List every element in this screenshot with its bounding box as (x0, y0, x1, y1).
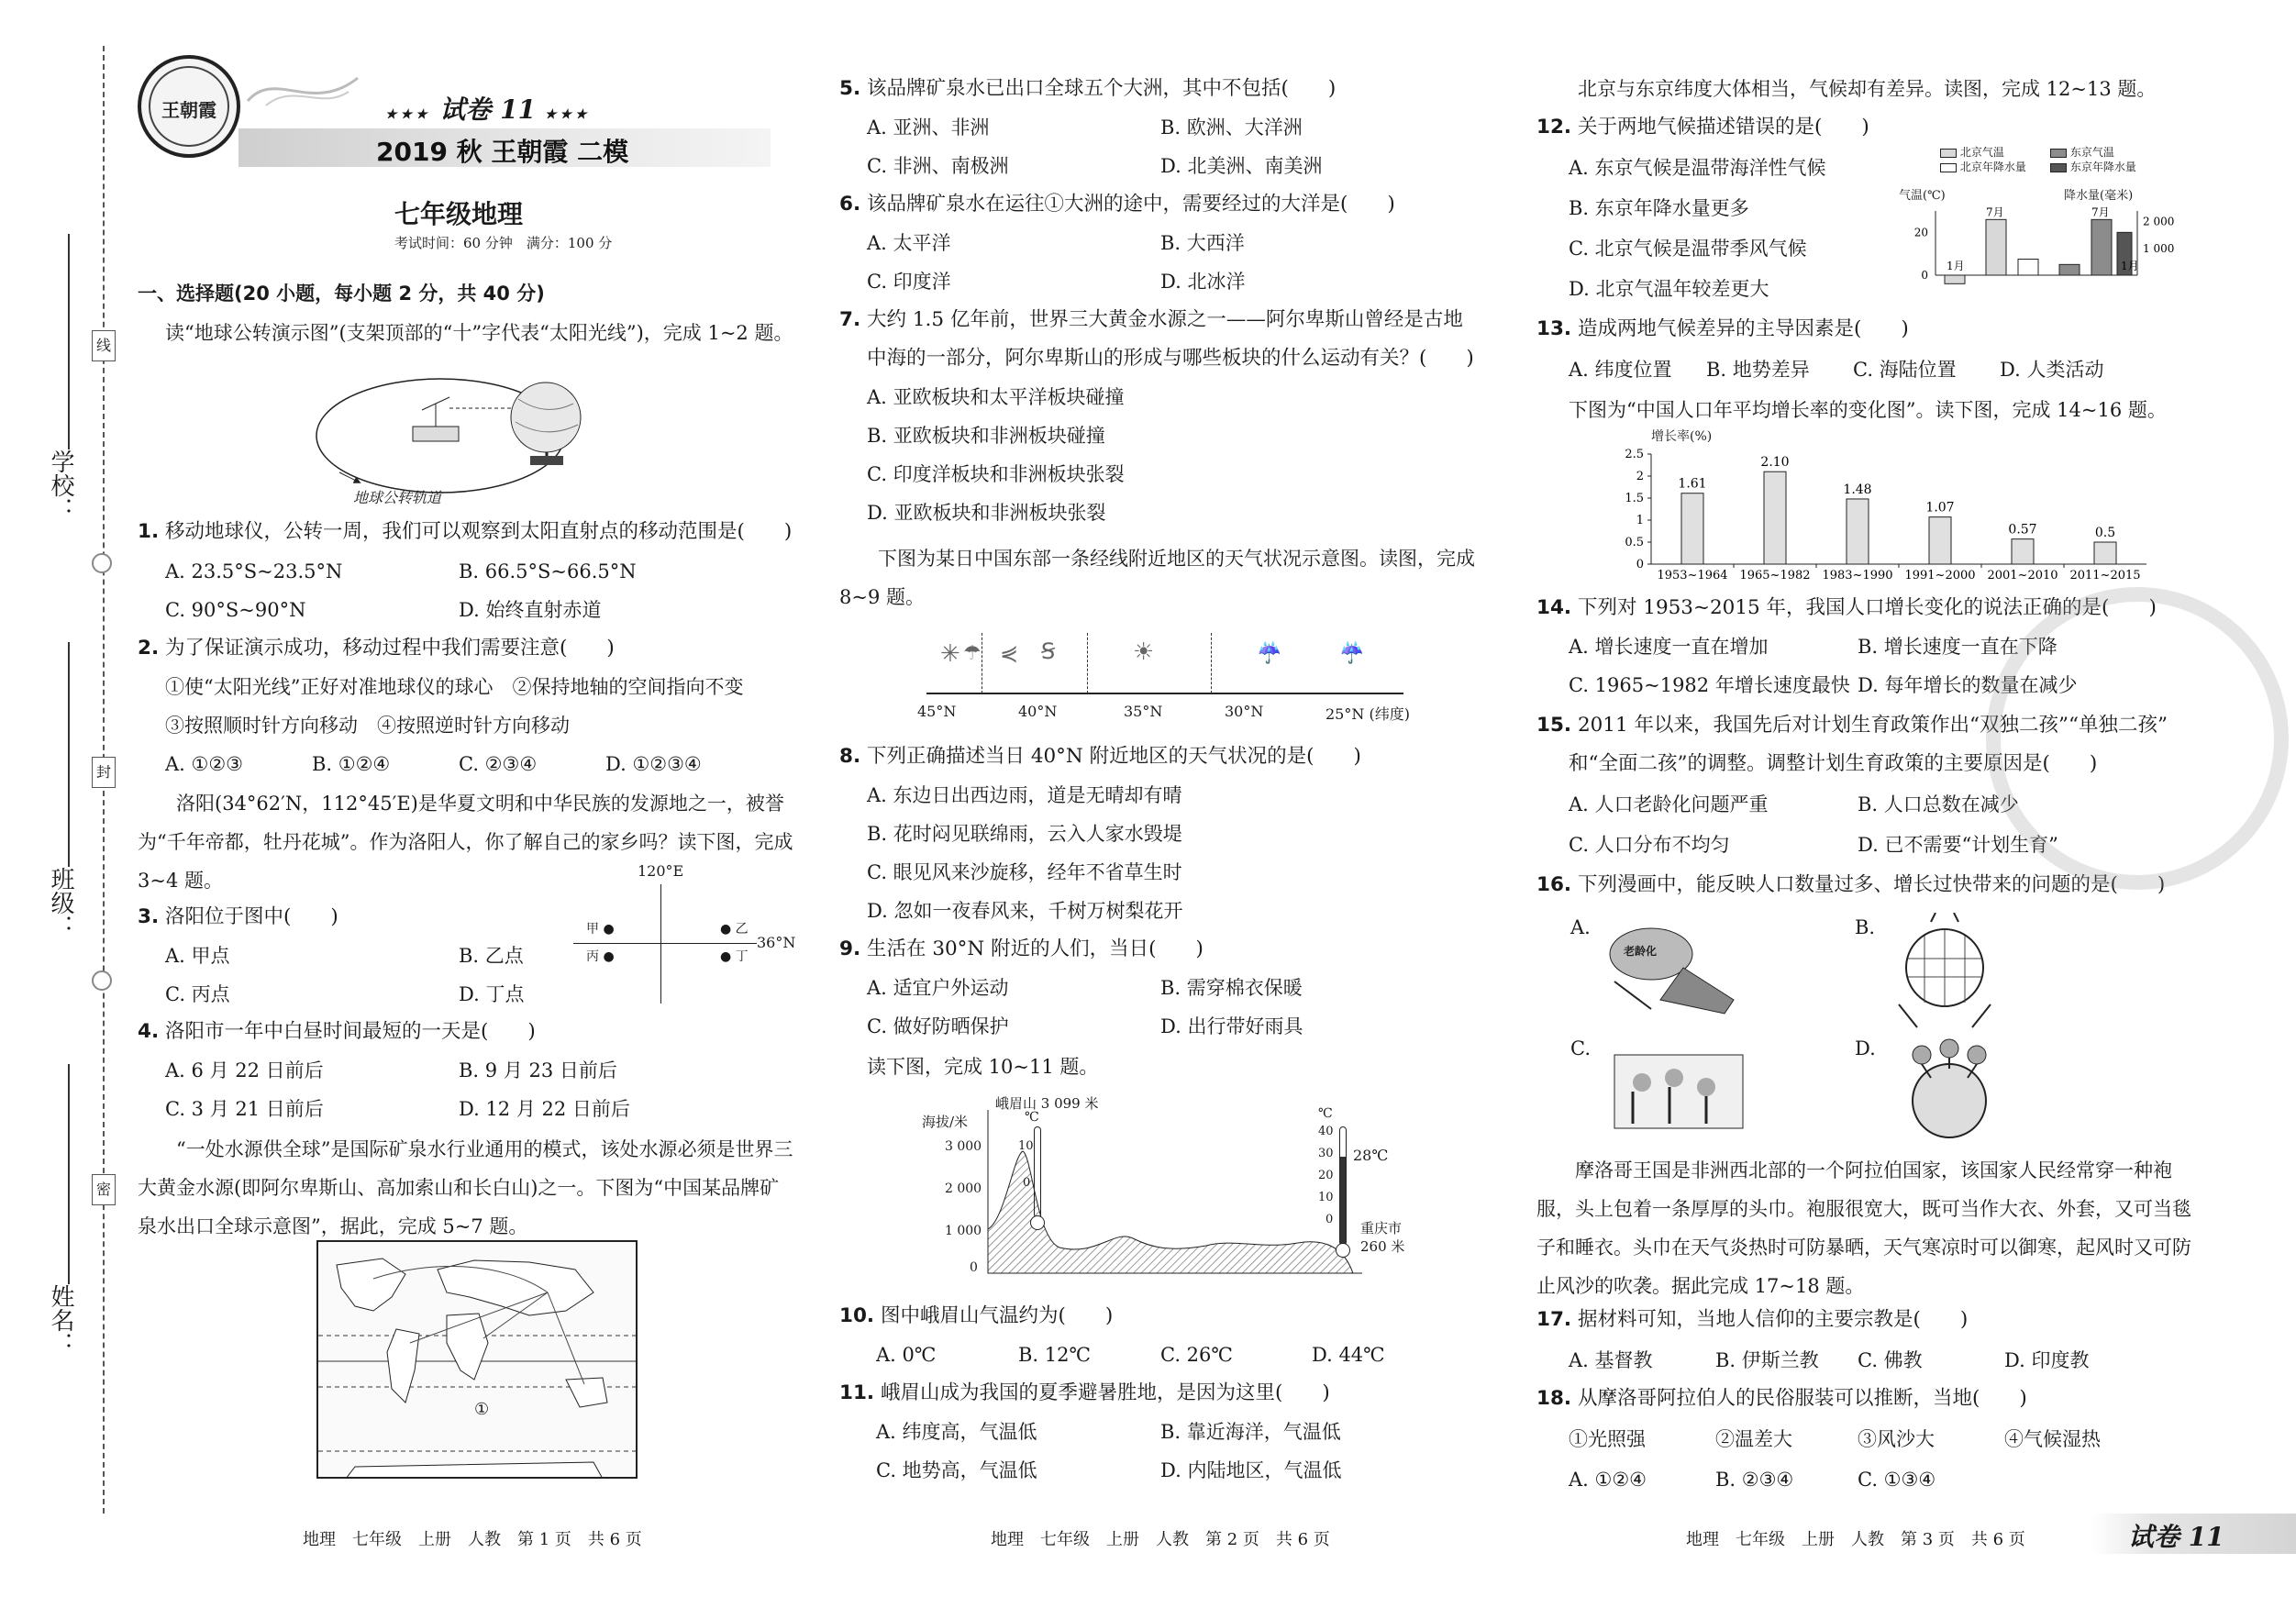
q9-option-a[interactable]: A. 适宜户外运动 (867, 977, 1009, 999)
q16-option-d-label[interactable]: D. (1855, 1037, 1876, 1059)
q18-option-c[interactable]: C. ①③④ (1858, 1469, 1936, 1491)
logo-text: 王朝霞 (161, 99, 216, 121)
q7-option-d[interactable]: D. 亚欧板块和非洲板块张裂 (867, 502, 1106, 524)
front-dash-2 (1087, 633, 1088, 693)
tick-25n: 25°N (纬度) (1325, 705, 1410, 723)
q8-text: 下列正确描述当日 40°N 附近地区的天气状况的是( ) (866, 745, 1361, 768)
climate-bar-tokyo-jul (2091, 219, 2112, 275)
footer-page-1: 地理 七年级 上册 人教 第 1 页 共 6 页 (303, 1530, 642, 1549)
q13-num: 13. (1536, 317, 1572, 340)
q2-option-a[interactable]: A. ①②③ (165, 753, 243, 775)
pop-ytick-1: 0.5 (1625, 536, 1644, 549)
pop-bar-label-5: 0.5 (2094, 526, 2116, 540)
q7-num: 7. (839, 308, 861, 331)
q9-num: 9. (839, 937, 861, 960)
pop-bar-2 (1847, 499, 1869, 564)
q18-stem (1536, 1385, 2027, 1413)
q5-option-c[interactable]: C. 非洲、南极洲 (867, 155, 1009, 177)
pop-ytick-2: 1 (1636, 514, 1644, 527)
tick-35n: 35°N (1124, 703, 1163, 720)
q1-option-b[interactable]: B. 66.5°S~66.5°N (459, 560, 637, 582)
tick-40n: 40°N (1018, 703, 1058, 720)
q9-option-c[interactable]: C. 做好防晒保护 (867, 1015, 1009, 1037)
q16-stem (1536, 871, 2165, 899)
rain-icon-1: ☔ (1257, 642, 1282, 665)
thermo-left-0: 0 (1023, 1176, 1031, 1190)
thermo-left-10: 10 (1018, 1139, 1034, 1153)
school-field-line[interactable] (68, 234, 70, 449)
cartoon-c[interactable] (1605, 1037, 1752, 1137)
map-label-1: ① (474, 1400, 490, 1419)
cartoon-b[interactable] (1880, 913, 2009, 1032)
q10-option-c[interactable]: C. 26℃ (1160, 1344, 1233, 1366)
pop-bar-label-3: 1.07 (1925, 500, 1955, 516)
q5-text: 该品牌矿泉水已出口全球五个大洲，其中不包括( ) (866, 77, 1337, 100)
exam-info: 考试时间：60 分钟 满分：100 分 (394, 235, 613, 251)
thermometer-left (1034, 1126, 1041, 1218)
subject-title: 七年级地理 (394, 199, 524, 229)
q1-option-c[interactable]: C. 90°S~90°N (165, 599, 306, 621)
climate-ytick-0: 0 (1921, 269, 1928, 282)
intro-7: 下图为“中国人口年平均增长率的变化图”。读下图，完成 14~16 题。 (1569, 399, 2167, 421)
q6-option-c[interactable]: C. 印度洋 (867, 271, 951, 293)
q6-option-d[interactable]: D. 北冰洋 (1160, 271, 1246, 293)
q8-option-d[interactable]: D. 忽如一夜春风来，千树万树梨花开 (867, 900, 1183, 922)
q12-option-d[interactable]: D. 北京气温年较差更大 (1569, 278, 1769, 300)
q13-option-d[interactable]: D. 人类活动 (2000, 359, 2104, 381)
elev-y-2000: 2 000 (945, 1181, 982, 1196)
class-label: 班级： (47, 867, 74, 938)
wind-icon: ⋞ (1000, 640, 1019, 666)
q11-option-c[interactable]: C. 地势高，气温低 (876, 1459, 1037, 1481)
q11-text: 峨眉山成为我国的夏季避暑胜地，是因为这里( ) (880, 1381, 1330, 1404)
q18-choice-2: ②温差大 (1715, 1428, 1792, 1450)
q15-option-a[interactable]: A. 人口老龄化问题严重 (1569, 793, 1769, 815)
q4-option-a[interactable]: A. 6 月 22 日前后 (165, 1059, 324, 1081)
q4-option-d[interactable]: D. 12 月 22 日前后 (459, 1098, 630, 1120)
climate-bar-beijing-precip (2018, 260, 2038, 276)
q16-option-a-label[interactable]: A. (1570, 916, 1591, 938)
q17-option-b[interactable]: B. 伊斯兰教 (1715, 1349, 1819, 1371)
q18-choice-3: ③风沙大 (1858, 1428, 1935, 1450)
seal-char-xian: 线 (92, 330, 116, 361)
elev-y-0: 0 (970, 1260, 978, 1275)
latlon-figure (573, 862, 803, 1018)
elevation-figure (922, 1095, 1436, 1284)
q12-option-c[interactable]: C. 北京气候是温带季风气候 (1569, 238, 1807, 260)
q7-option-b[interactable]: B. 亚欧板块和非洲板块碰撞 (867, 425, 1105, 447)
q11-option-a[interactable]: A. 纬度高，气温低 (876, 1421, 1037, 1443)
q7-stem-1 (839, 306, 1463, 334)
paper-number (385, 90, 591, 127)
q10-option-d[interactable]: D. 44℃ (1312, 1344, 1385, 1366)
q1-option-d[interactable]: D. 始终直射赤道 (459, 599, 602, 621)
q14-option-b[interactable]: B. 增长速度一直在下降 (1858, 636, 2058, 658)
q14-option-d[interactable]: D. 每年增长的数量在减少 (1858, 674, 2078, 696)
q5-option-d[interactable]: D. 北美洲、南美洲 (1160, 155, 1323, 177)
thermo-right-20: 20 (1318, 1169, 1334, 1182)
q16-option-c-label[interactable]: C. (1570, 1037, 1591, 1059)
section-title: 一、选择题(20 小题，每小题 2 分，共 40 分) (138, 283, 545, 305)
point-yi: ● 乙 (720, 922, 749, 937)
weather-axis (926, 693, 1403, 694)
legend-swatch-2 (1940, 163, 1957, 172)
q14-option-c[interactable]: C. 1965~1982 年增长速度最快 (1569, 674, 1850, 696)
lon-label: 120°E (638, 862, 684, 880)
q7-stem-2: 中海的一部分，阿尔卑斯山的形成与哪些板块的什么运动有关？( ) (867, 347, 1474, 370)
q18-choice-4: ④气候湿热 (2004, 1428, 2101, 1450)
q3-option-a[interactable]: A. 甲点 (165, 945, 230, 967)
climate-ytick-20: 20 (1913, 226, 1928, 239)
q11-option-b[interactable]: B. 靠近海洋，气温低 (1160, 1421, 1341, 1443)
climate-bar-tokyo-jan (2059, 264, 2080, 275)
q15-option-c[interactable]: C. 人口分布不均匀 (1569, 834, 1730, 856)
q10-num: 10. (839, 1304, 875, 1327)
q2-stem (138, 635, 615, 662)
q2-line-2: ③按照顺时针方向移动 ④按照逆时针方向移动 (165, 715, 570, 737)
binding-strip (0, 0, 128, 1597)
q1-option-a[interactable]: A. 23.5°S~23.5°N (165, 560, 343, 582)
q5-option-b[interactable]: B. 欧洲、大洋洲 (1160, 116, 1303, 139)
pop-ylabel: 增长率(%) (1651, 429, 1713, 444)
q4-option-c[interactable]: C. 3 月 21 日前后 (165, 1098, 324, 1120)
q15-option-d[interactable]: D. 已不需要“计划生育” (1858, 834, 2058, 856)
climate-ylabel: 气温(℃) (1899, 189, 1946, 203)
legend-item-1: 东京气温 (2050, 145, 2114, 160)
q13-text: 造成两地气候差异的主导因素是( ) (1577, 317, 1909, 340)
q5-num: 5. (839, 77, 861, 100)
fig1-caption: 地球公转轨道 (353, 489, 442, 506)
snow-icon: ✳ (940, 640, 960, 668)
q8-num: 8. (839, 745, 861, 768)
watermark-circle (1986, 587, 2289, 890)
q6-text: 该品牌矿泉水在运往①大洲的途中，需要经过的大洋是( ) (866, 193, 1395, 216)
q6-option-b[interactable]: B. 大西洋 (1160, 232, 1245, 254)
climate-y2tick-2000: 2 000 (2143, 215, 2174, 228)
q3-option-d[interactable]: D. 丁点 (459, 983, 525, 1005)
city-alt-label: 260 米 (1360, 1238, 1405, 1255)
thermometer-right (1339, 1126, 1347, 1246)
pop-bar-label-1: 2.10 (1760, 455, 1790, 471)
q11-num: 11. (839, 1381, 875, 1404)
name-field-line[interactable] (68, 1064, 70, 1284)
q10-stem (839, 1303, 1113, 1330)
weather-figure (908, 633, 1440, 734)
pop-xtick-5: 2011~2015 (2069, 569, 2141, 582)
q15-text-1: 2011 年以来，我国先后对计划生育政策作出“双独二孩”“单独二孩” (1577, 714, 2168, 737)
q4-stem (138, 1018, 536, 1046)
footer-page-3: 地理 七年级 上册 人教 第 3 页 共 6 页 (1686, 1530, 2025, 1549)
q13-option-a[interactable]: A. 纬度位置 (1569, 359, 1672, 381)
punch-hole-2 (92, 970, 112, 991)
q4-num: 4. (138, 1020, 160, 1043)
lat-label: 36°N (757, 934, 796, 951)
climate-bar-beijing-jan (1945, 275, 1965, 283)
q13-option-c[interactable]: C. 海陆位置 (1853, 359, 1957, 381)
q12-text: 关于两地气候描述错误的是( ) (1577, 116, 1869, 139)
pop-bar-4 (2012, 539, 2034, 564)
climate-bar-beijing-jul (1986, 219, 2006, 275)
logo-badge (138, 55, 240, 158)
star-decor-right: ★★★ (544, 107, 591, 122)
q6-num: 6. (839, 193, 861, 216)
legend-swatch-0 (1940, 149, 1957, 158)
pop-bar-label-2: 1.48 (1843, 482, 1872, 497)
q3-option-c[interactable]: C. 丙点 (165, 983, 230, 1005)
elev-ylabel: 海拔/米 (922, 1114, 969, 1130)
q14-text: 下列对 1953~2015 年，我国人口增长变化的说法正确的是( ) (1577, 596, 2157, 619)
world-map-svg (318, 1242, 638, 1479)
q11-stem (839, 1380, 1330, 1407)
intro-1: 读“地球公转演示图”(支架顶部的“十”字代表“太阳光线”)，完成 1~2 题。 (165, 322, 793, 344)
q11-option-d[interactable]: D. 内陆地区，气温低 (1160, 1459, 1342, 1481)
school-label: 学校： (47, 449, 74, 521)
q18-choice-1: ①光照强 (1569, 1428, 1646, 1450)
climate-label-jan-2: 1月 (2121, 260, 2139, 272)
q15-option-b[interactable]: B. 人口总数在减少 (1858, 793, 2019, 815)
pop-bar-label-0: 1.61 (1678, 476, 1707, 492)
q17-option-d[interactable]: D. 印度教 (2004, 1349, 2090, 1371)
pop-bar-3 (1929, 517, 1951, 564)
legend-item-3: 东京年降水量 (2050, 160, 2136, 174)
cartoon-a-text: 老龄化 (1624, 945, 1658, 958)
point-jia: 甲 ● (586, 922, 615, 937)
tick-30n: 30°N (1225, 703, 1264, 720)
climate-y2tick-1000: 1 000 (2143, 241, 2174, 255)
climate-chart-svg (1899, 202, 2174, 294)
star-decor-left: ★★★ (385, 107, 431, 122)
point-bing: 丙 ● (586, 949, 615, 964)
q16-option-b-label[interactable]: B. (1855, 916, 1876, 938)
q9-option-b[interactable]: B. 需穿棉衣保暖 (1160, 977, 1303, 999)
q8-stem (839, 743, 1361, 771)
pop-ytick-5: 2.5 (1625, 448, 1644, 461)
q13-option-b[interactable]: B. 地势差异 (1706, 359, 1810, 381)
pop-bar-label-4: 0.57 (2008, 522, 2037, 538)
intro-4: 下图为某日中国东部一条经线附近地区的天气状况示意图。读图，完成 8~9 题。 (839, 548, 1475, 608)
cartoon-a-svg (1596, 917, 1743, 1018)
punch-hole-1 (92, 553, 112, 573)
cloud-rain-icon: ☂ (963, 642, 982, 665)
legend-item-0: 北京气温 (1940, 145, 2004, 160)
legend-item-2: 北京年降水量 (1940, 160, 2026, 174)
q3-text: 洛阳位于图中( ) (164, 905, 338, 928)
elevation-profile-svg (986, 1101, 1371, 1284)
q15-stem-2: 和“全面二孩”的调整。调整计划生育政策的主要原因是( ) (1569, 752, 2098, 775)
q14-option-a[interactable]: A. 增长速度一直在增加 (1569, 636, 1769, 658)
q3-stem (138, 904, 338, 931)
intro-8: 摩洛哥王国是非洲西北部的一个阿拉伯国家，该国家人民经常穿一种袍服，头上包着一条厚厚的头巾。袍服很宽大，既可当作大衣、外套，又可当毯子和睡衣。头巾在天气炎热时可防暴晒，天气寒凉时可以御寒，起风时又可防止风沙的吹袭。据此完成 17~18 题。 (1536, 1159, 2191, 1297)
lon-line (660, 884, 661, 1004)
thermo-right-0: 0 (1325, 1213, 1334, 1226)
pop-xtick-0: 1953~1964 (1657, 569, 1728, 582)
q2-option-d[interactable]: D. ①②③④ (605, 753, 702, 775)
q16-num: 16. (1536, 873, 1572, 896)
legend-swatch-3 (2050, 163, 2067, 172)
pop-ytick-4: 2 (1636, 470, 1644, 483)
pop-ytick-3: 1.5 (1625, 492, 1644, 505)
legend-swatch-1 (2050, 149, 2067, 158)
q18-num: 18. (1536, 1387, 1572, 1410)
cartoon-a[interactable] (1596, 917, 1743, 1018)
q2-text: 为了保证演示成功，移动过程中我们需要注意( ) (164, 637, 615, 660)
q12-option-b[interactable]: B. 东京年降水量更多 (1569, 197, 1749, 219)
climate-chart (1899, 138, 2174, 294)
corner-label-bar (2091, 1514, 2296, 1554)
q17-option-a[interactable]: A. 基督教 (1569, 1349, 1653, 1371)
tick-45n: 45°N (917, 703, 957, 720)
q8-option-c[interactable]: C. 眼见风来沙旋移，经年不省草生时 (867, 861, 1182, 883)
intro-2: 洛阳(34°62′N，112°45′E)是华夏文明和中华民族的发源地之一，被誉为“千年帝都，牡丹花城”。作为洛阳人，你了解自己的家乡吗？读下图，完成 3~4 题。 (138, 793, 793, 892)
lat-line (573, 943, 757, 944)
q1-text: 移动地球仪，公转一周，我们可以观察到太阳直射点的移动范围是( ) (164, 520, 793, 543)
thermo-right-unit: ℃ (1318, 1106, 1333, 1121)
pop-bar-0 (1681, 494, 1703, 564)
q10-option-a[interactable]: A. 0℃ (876, 1344, 937, 1366)
q8-option-b[interactable]: B. 花时闷见联绵雨，云入人家水毁堤 (867, 823, 1182, 845)
thermo-left-bulb (1030, 1215, 1045, 1230)
world-map-figure (316, 1240, 638, 1479)
corner-label: 试卷 11 (2128, 1522, 2224, 1552)
q12-num: 12. (1536, 116, 1572, 139)
climate-label-jan-1: 1月 (1947, 260, 1965, 272)
q17-text: 据材料可知，当地人信仰的主要宗教是( ) (1577, 1308, 1969, 1331)
q15-num: 15. (1536, 714, 1572, 737)
q17-option-c[interactable]: C. 佛教 (1858, 1349, 1923, 1371)
q5-option-a[interactable]: A. 亚洲、非洲 (867, 116, 990, 139)
q9-text: 生活在 30°N 附近的人们，当日( ) (866, 937, 1203, 960)
q4-option-b[interactable]: B. 9 月 23 日前后 (459, 1059, 617, 1081)
thermo-right-40: 40 (1318, 1125, 1334, 1138)
q2-option-c[interactable]: C. ②③④ (459, 753, 538, 775)
q3-option-b[interactable]: B. 乙点 (459, 945, 524, 967)
q7-option-c[interactable]: C. 印度洋板块和非洲板块张裂 (867, 463, 1125, 485)
q3-num: 3. (138, 905, 160, 928)
population-chart-svg (1614, 445, 2165, 592)
climate-label-jul-1: 7月 (1986, 205, 2004, 219)
seal-char-feng: 封 (92, 757, 116, 788)
pop-bar-5 (2094, 542, 2116, 564)
thermo-left-unit: ℃ (1025, 1110, 1039, 1125)
intro-3: “一处水源供全球”是国际矿泉水行业通用的模式，该处水源必须是世界三大黄金水源(即阿尔卑斯山、高加索山和长白山)之一。下图为“中国某品牌矿泉水出口全球示意图”，据此，完成 5~7 题。 (138, 1138, 793, 1237)
pop-xtick-4: 2001~2010 (1987, 569, 2058, 582)
pop-xtick-2: 1983~1990 (1822, 569, 1893, 582)
q6-stem (839, 191, 1395, 218)
front-dash-3 (1211, 633, 1212, 693)
q18-option-a[interactable]: A. ①②④ (1569, 1469, 1647, 1491)
intro-5: 读下图，完成 10~11 题。 (867, 1056, 1099, 1078)
q18-text: 从摩洛哥阿拉伯人的民俗服装可以推断，当地( ) (1577, 1387, 2027, 1410)
population-chart (1614, 427, 2165, 592)
elev-y-1000: 1 000 (945, 1224, 982, 1238)
sandstorm-icon: Ꞩ (1041, 638, 1056, 664)
climate-y2label: 降水量(毫米) (2064, 189, 2134, 203)
thermo-right-10: 10 (1318, 1191, 1334, 1204)
q13-stem (1536, 316, 1909, 343)
q12-stem (1536, 114, 1869, 141)
q12-option-a[interactable]: A. 东京气候是温带海洋性气候 (1569, 157, 1826, 179)
q2-num: 2. (138, 637, 160, 660)
footer-page-2: 地理 七年级 上册 人教 第 2 页 共 6 页 (991, 1530, 1330, 1549)
elev-peak-label: 峨眉山 3 099 米 (995, 1095, 1099, 1112)
q2-option-b[interactable]: B. ①②④ (312, 753, 391, 775)
rain-icon-2: ☔ (1339, 642, 1365, 665)
q1-stem (138, 518, 792, 546)
q18-option-b[interactable]: B. ②③④ (1715, 1469, 1794, 1491)
city-label: 重庆市 (1360, 1220, 1403, 1237)
ribbon-decoration (238, 64, 367, 119)
intro-6: 北京与东京纬度大体相当，气候却有差异。读图，完成 12~13 题。 (1578, 78, 2157, 100)
series-title-bar (238, 128, 771, 167)
series-title: 2019 秋 王朝霞 二模 (376, 137, 629, 167)
q7-text-1: 大约 1.5 亿年前，世界三大黄金水源之一——阿尔卑斯山曾经是古地 (866, 308, 1463, 331)
thermo-right-30: 30 (1318, 1147, 1334, 1160)
q4-text: 洛阳市一年中白昼时间最短的一天是( ) (164, 1020, 536, 1043)
q7-option-a[interactable]: A. 亚欧板块和太平洋板块碰撞 (867, 386, 1125, 408)
q14-num: 14. (1536, 596, 1572, 619)
q16-text: 下列漫画中，能反映人口数量过多、增长过快带来的问题的是( ) (1577, 873, 2166, 896)
q6-option-a[interactable]: A. 太平洋 (867, 232, 951, 254)
name-label: 姓名： (47, 1284, 74, 1356)
pop-xtick-3: 1991~2000 (1904, 569, 1976, 582)
q10-text: 图中峨眉山气温约为( ) (880, 1304, 1114, 1327)
pop-ytick-0: 0 (1636, 558, 1644, 571)
thermo-right-bulb (1336, 1243, 1350, 1258)
point-ding: ● 丁 (720, 949, 749, 964)
paper-number-text: 试卷 11 (439, 94, 537, 125)
sun-icon: ☀ (1133, 638, 1155, 666)
elev-y-3000: 3 000 (945, 1139, 982, 1154)
pop-xtick-1: 1965~1982 (1739, 569, 1811, 582)
q8-option-a[interactable]: A. 东边日出西边雨，道是无晴却有晴 (867, 784, 1182, 806)
seal-char-mi: 密 (92, 1174, 116, 1205)
q10-option-b[interactable]: B. 12℃ (1018, 1344, 1091, 1366)
pop-bar-1 (1764, 471, 1786, 564)
climate-label-jul-2: 7月 (2091, 205, 2110, 219)
q5-stem (839, 75, 1336, 103)
q17-stem (1536, 1306, 1968, 1334)
q9-option-d[interactable]: D. 出行带好雨具 (1160, 1015, 1303, 1037)
q2-line-1: ①使“太阳光线”正好对准地球仪的球心 ②保持地轴的空间指向不变 (165, 676, 744, 698)
temp-28: 28℃ (1353, 1147, 1389, 1164)
q1-num: 1. (138, 520, 160, 543)
class-field-line[interactable] (68, 642, 70, 867)
q9-stem (839, 936, 1203, 963)
cartoon-d[interactable] (1894, 1032, 2004, 1147)
q17-num: 17. (1536, 1308, 1572, 1331)
